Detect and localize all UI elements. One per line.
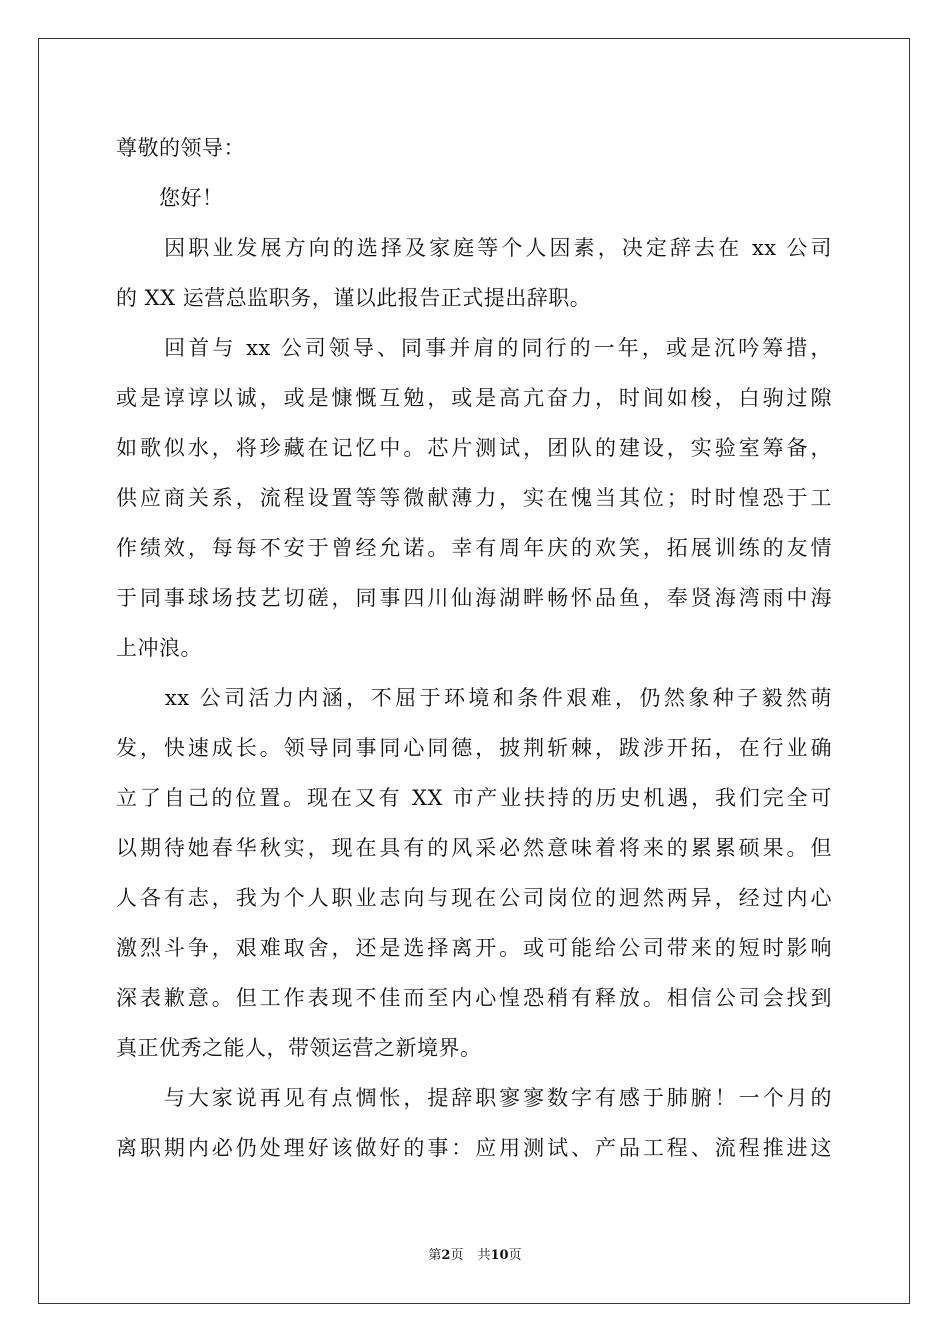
text-line: 深表歉意。但工作表现不佳而至内心惶恐稍有释放。相信公司会找到: [116, 986, 832, 1010]
text-line: 尊敬的领导：: [116, 136, 245, 160]
text-line: 于同事球场技艺切磋，同事四川仙海湖畔畅怀品鱼，奉贤海湾雨中海: [116, 586, 832, 610]
text-line: 激烈斗争，艰难取舍，还是选择离开。或可能给公司带来的短时影响: [116, 936, 832, 960]
page-frame: [38, 38, 910, 1304]
text-line: 真正优秀之能人，带领运营之新境界。: [116, 1036, 482, 1060]
page-footer: [0, 1247, 950, 1265]
text-line: 人各有志，我为个人职业志向与现在公司岗位的迥然两异，经过内心: [116, 886, 832, 910]
text-line: 的 XX 运营总监职务，谨以此报告正式提出辞职。: [116, 286, 592, 310]
text-line: 您好！: [116, 186, 224, 210]
text-line: 如歌似水，将珍藏在记忆中。芯片测试，团队的建设，实验室筹备，: [116, 436, 832, 460]
text-line: 回首与 xx 公司领导、同事并肩的同行的一年，或是沉吟筹措，: [116, 336, 832, 360]
text-line: xx 公司活力内涵，不屈于环境和条件艰难，仍然象种子毅然萌: [116, 686, 832, 710]
text-line: 离职期内必仍处理好该做好的事：应用测试、产品工程、流程推进这: [116, 1136, 832, 1160]
text-line: 发，快速成长。领导同事同心同德，披荆斩棘，跋涉开拓，在行业确: [116, 736, 832, 760]
text-line: 以期待她春华秋实，现在具有的风采必然意味着将来的累累硕果。但: [116, 836, 832, 860]
text-line: 或是谆谆以诚，或是慷慨互勉，或是高亢奋力，时间如梭，白驹过隙: [116, 386, 832, 410]
text-line: 立了自己的位置。现在又有 XX 市产业扶持的历史机遇，我们完全可: [116, 786, 832, 810]
text-line: 作绩效，每每不安于曾经允诺。幸有周年庆的欢笑，拓展训练的友情: [116, 536, 832, 560]
text-line: 供应商关系，流程设置等等微献薄力，实在愧当其位；时时惶恐于工: [116, 486, 832, 510]
text-line: 上冲浪。: [116, 636, 202, 660]
total-pages-label: 共10页: [477, 1248, 522, 1263]
text-line: 与大家说再见有点惆怅，提辞职寥寥数字有感于肺腑！一个月的: [116, 1086, 832, 1110]
page-number-label: 第2页: [428, 1248, 464, 1263]
text-line: 因职业发展方向的选择及家庭等个人因素，决定辞去在 xx 公司: [116, 236, 832, 260]
